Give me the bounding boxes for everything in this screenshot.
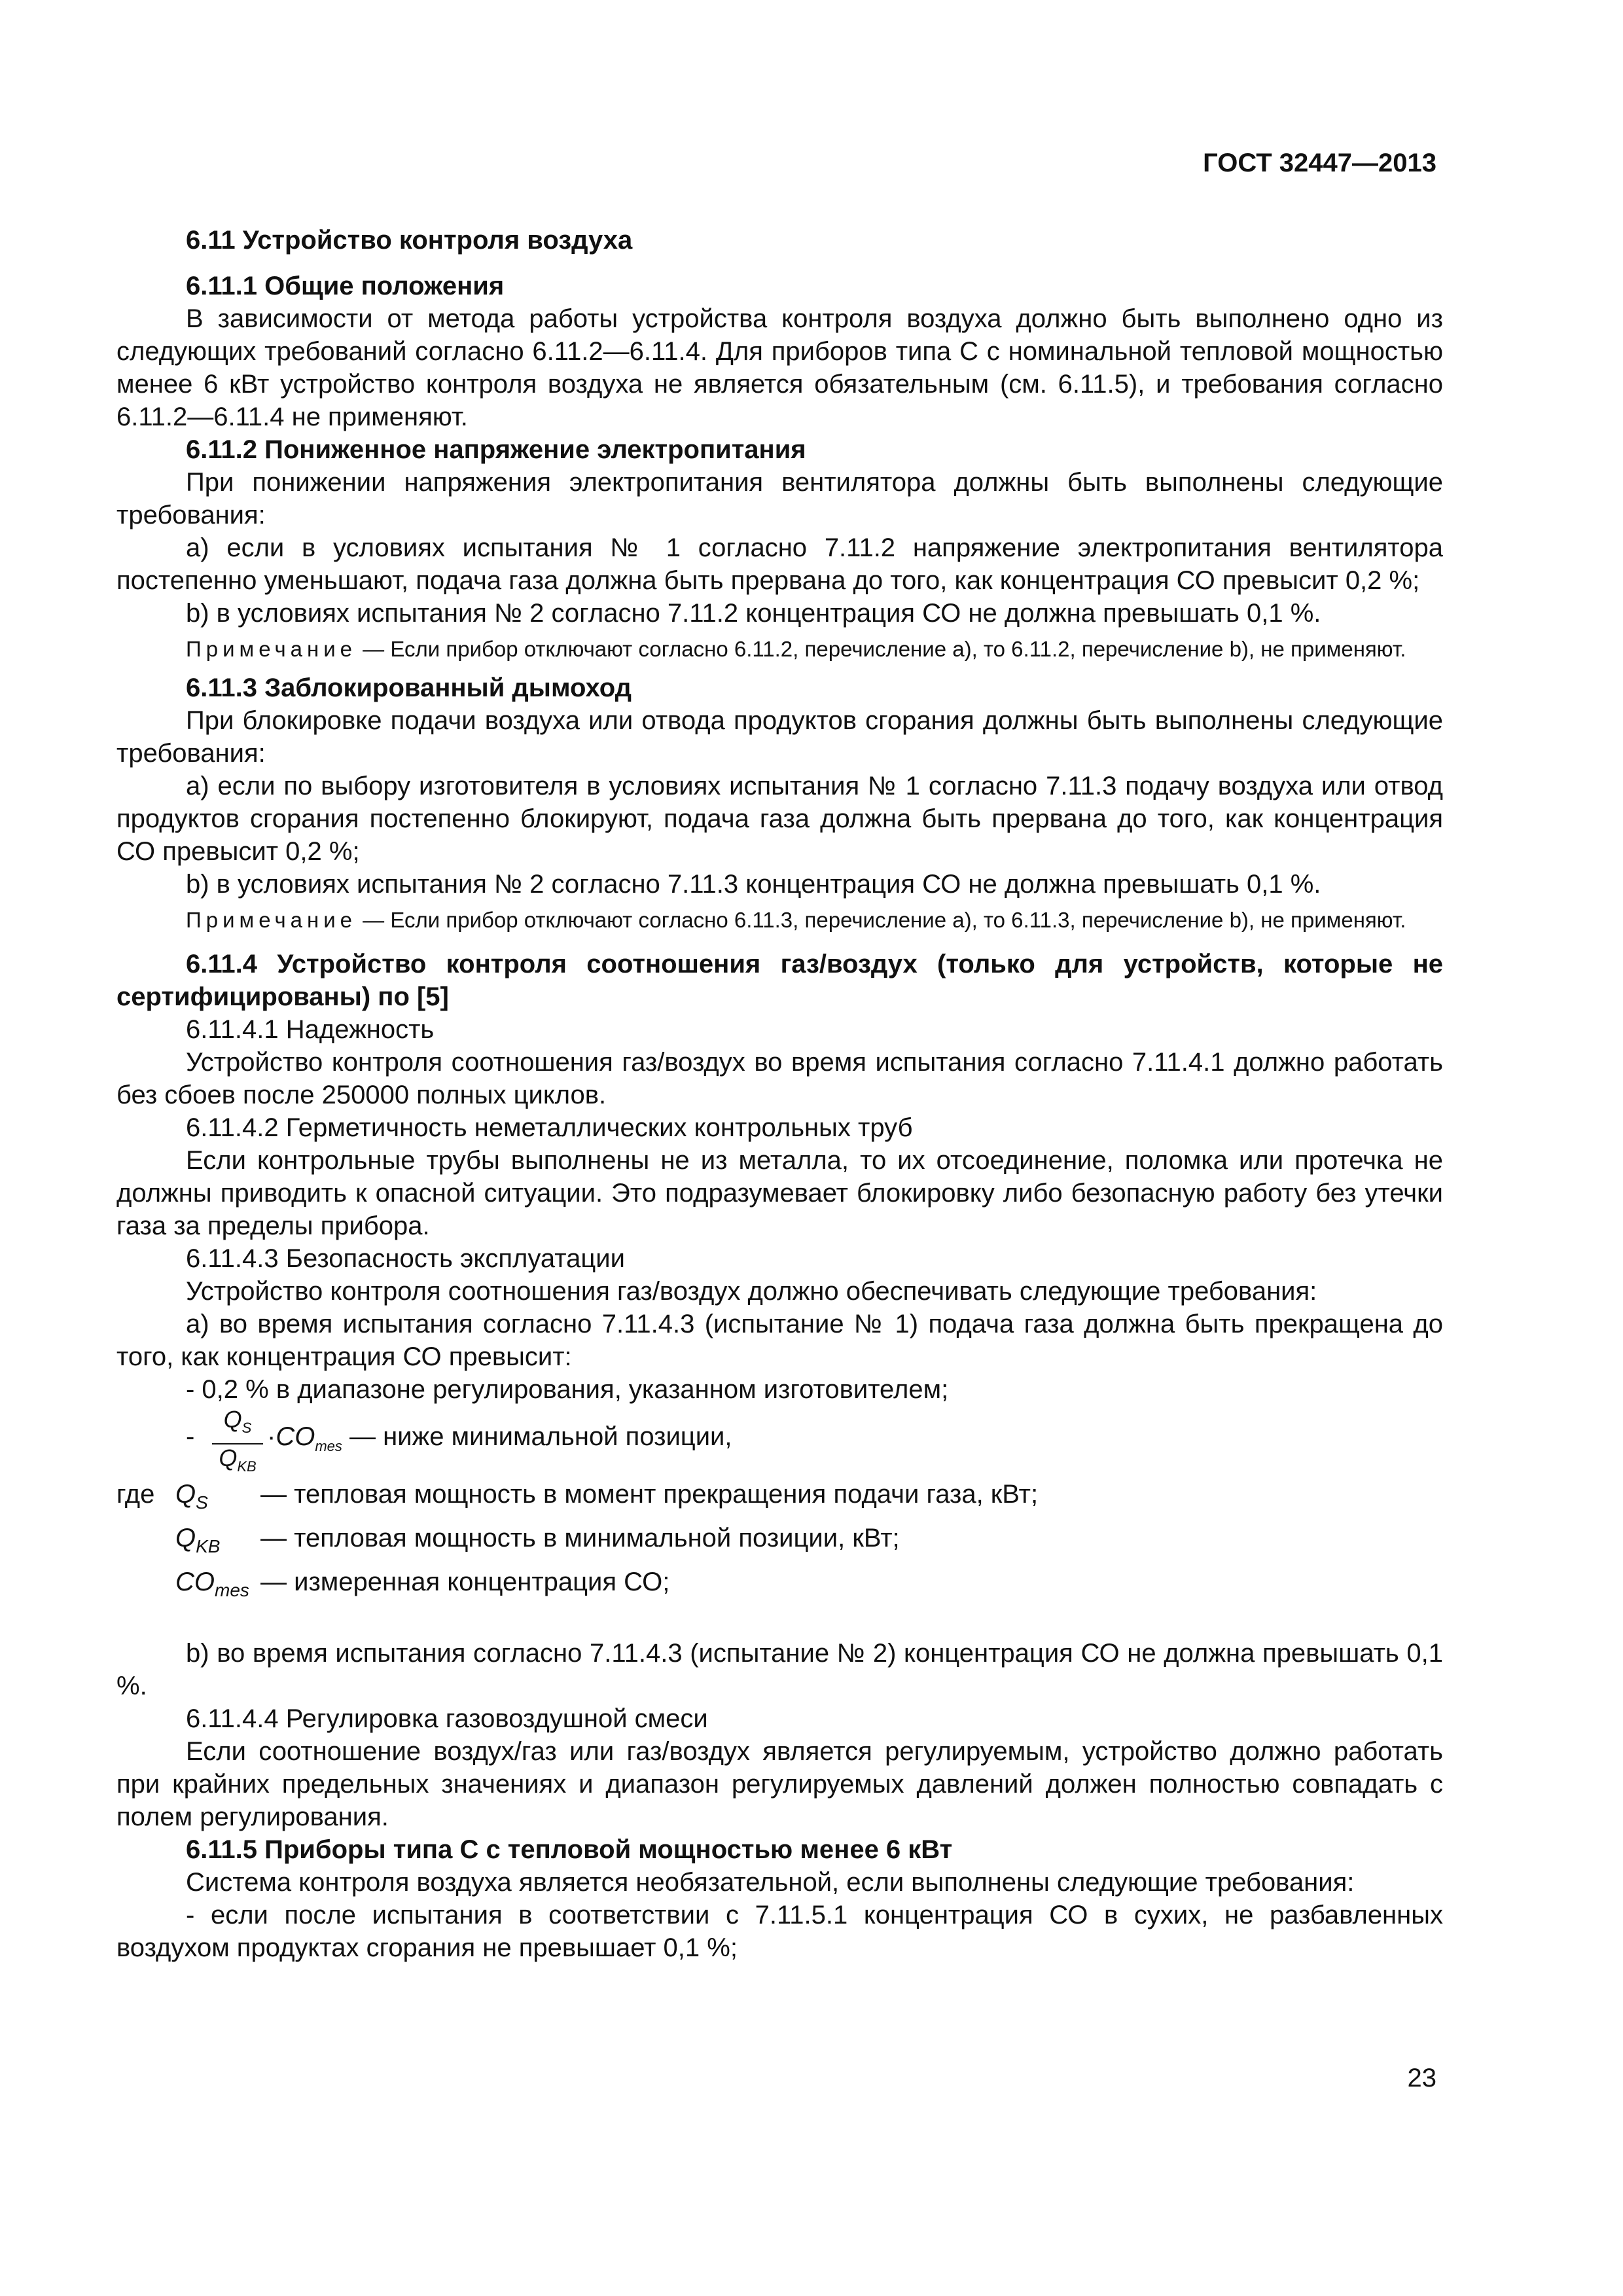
section-6-11-4-2-paragraph: Если контрольные трубы выполнены не из металла, то их отсоединение, поломка или протечка не должны приводить к опасной ситуации. Это подразумевает блокировку либо безопасную работу без утечки газа за пределы прибора. — [116, 1146, 1443, 1240]
formula-line — [186, 1406, 1443, 1475]
definition-text: — измеренная концентрация СО; — [260, 1568, 670, 1596]
section-6-11-4-2-title: 6.11.4.2 Герметичность неметаллических контрольных труб — [186, 1113, 913, 1142]
section-6-11-4-3-item-b: b) во время испытания согласно 7.11.4.3 (испытание № 2) концентрация СО не должна превышать 0,1 %. — [116, 1639, 1443, 1700]
denominator-subscript: KB — [237, 1458, 257, 1475]
section-6-11-5-title: 6.11.5 Приборы типа С с тепловой мощностью менее 6 кВт — [186, 1835, 953, 1864]
co-symbol — [276, 1422, 342, 1454]
section-6-11-3-note — [116, 906, 1443, 935]
definition-lead — [116, 1520, 175, 1564]
definition-row — [116, 1520, 1038, 1564]
section-6-11-5-paragraph: Система контроля воздуха является необязательной, если выполнены следующие требования: — [186, 1868, 1355, 1897]
symbol-text: Q — [175, 1480, 196, 1509]
fraction-denominator — [212, 1444, 263, 1480]
symbol-subscript: KB — [196, 1536, 221, 1556]
note-text: — Если прибор отключают согласно 6.11.2, перечисление а), то 6.11.2, перечисление b), не применяют. — [357, 637, 1406, 661]
section-6-11-2-item-a: а) если в условиях испытания № 1 согласно 7.11.2 напряжение электропитания вентилятора постепенно уменьшают, подача газа должна быть прервана до того, как концентрация СО превысит 0,2 %; — [116, 533, 1443, 595]
section-6-11-3-title: 6.11.3 Заблокированный дымоход — [186, 673, 632, 702]
co-subscript: mes — [315, 1438, 342, 1454]
definition-row — [116, 1564, 1038, 1608]
formula-rest — [267, 1420, 732, 1463]
section-6-11-2-paragraph: При понижении напряжения электропитания вентилятора должны быть выполнены следующие требования: — [116, 468, 1443, 529]
section-6-11-3-item-a: а) если по выбору изготовителя в условиях испытания № 1 согласно 7.11.3 подачу воздуха или отвод продуктов сгорания постепенно блокируют, подача газа должна быть прервана до того, как концентрация СО превысит 0,2 %; — [116, 772, 1443, 866]
section-6-11-4-3-paragraph: Устройство контроля соотношения газ/воздух должно обеспечивать следующие требования: — [186, 1277, 1317, 1306]
section-6-11-4-1-title: 6.11.4.1 Надежность — [186, 1015, 435, 1044]
numerator-symbol: Q — [223, 1406, 242, 1433]
definition-symbol — [175, 1477, 260, 1520]
section-6-11-4-4-paragraph: Если соотношение воздух/газ или газ/воздух является регулируемым, устройство должно работать при крайних предельных значениях и диапазон регулируемых давлений должен полностью совпадать с полем регулирования. — [116, 1737, 1443, 1831]
section-6-11-2-item-b: b) в условиях испытания № 2 согласно 7.11.2 концентрация СО не должна превышать 0,1 %. — [186, 599, 1321, 628]
symbol-text: Q — [175, 1524, 196, 1552]
note-label: Примечание — [186, 908, 357, 932]
definitions-table — [116, 1477, 1038, 1608]
formula-fraction — [212, 1406, 263, 1480]
definition-row — [116, 1477, 1038, 1520]
section-6-11-1-title: 6.11.1 Общие положения — [186, 272, 505, 300]
note-label: Примечание — [186, 637, 357, 661]
denominator-symbol: Q — [219, 1444, 238, 1472]
section-6-11-4-3-title: 6.11.4.3 Безопасность эксплуатации — [186, 1244, 625, 1273]
standard-code-header: ГОСТ 32447—2013 — [1203, 149, 1436, 177]
co-text: CO — [276, 1422, 315, 1451]
formula-dash: - — [186, 1422, 195, 1451]
section-6-11-5-dash-1: - если после испытания в соответствии с 7.11.5.1 концентрация СО в сухих, не разбавленных воздухом продуктах сгорания не превышает 0,1 %; — [116, 1901, 1443, 1962]
definition-text: — тепловая мощность в минимальной позиции, кВт; — [260, 1524, 900, 1552]
document-body — [116, 224, 1443, 1964]
symbol-subscript: S — [196, 1492, 208, 1513]
symbol-subscript: mes — [215, 1580, 249, 1600]
section-6-11-2-note — [116, 635, 1443, 664]
section-6-11-3-item-b: b) в условиях испытания № 2 согласно 7.11.3 концентрация СО не должна превышать 0,1 %. — [186, 870, 1321, 899]
page-number: 23 — [1407, 2064, 1436, 2092]
section-6-11-4-3-dash-1: - 0,2 % в диапазоне регулирования, указанном изготовителем; — [186, 1375, 949, 1404]
definition-symbol — [175, 1520, 260, 1564]
section-6-11-2-title: 6.11.2 Пониженное напряжение электропитания — [186, 435, 806, 464]
section-6-11-4-3-item-a: а) во время испытания согласно 7.11.4.3 (испытание № 1) подача газа должна быть прекращена до того, как концентрация СО превысит: — [116, 1310, 1443, 1371]
definition-text: — тепловая мощность в момент прекращения подачи газа, кВт; — [260, 1480, 1039, 1509]
section-6-11-title: 6.11 Устройство контроля воздуха — [186, 226, 633, 255]
symbol-text: CO — [175, 1568, 215, 1596]
formula-text: — ниже минимальной позиции, — [342, 1422, 732, 1451]
fraction-numerator — [212, 1406, 263, 1444]
definition-lead — [116, 1564, 175, 1608]
section-6-11-3-paragraph: При блокировке подачи воздуха или отвода продуктов сгорания должны быть выполнены следующие требования: — [116, 706, 1443, 768]
definition-symbol — [175, 1564, 260, 1608]
section-6-11-4-title: 6.11.4 Устройство контроля соотношения газ/воздух (только для устройств, которые не сертифицированы) по [5] — [116, 950, 1443, 1011]
numerator-subscript: S — [241, 1420, 252, 1437]
note-text: — Если прибор отключают согласно 6.11.3, перечисление а), то 6.11.3, перечисление b), не применяют. — [357, 908, 1406, 932]
definition-lead: где — [116, 1480, 155, 1509]
section-6-11-4-1-paragraph: Устройство контроля соотношения газ/воздух во время испытания согласно 7.11.4.1 должно работать без сбоев после 250000 полных циклов. — [116, 1048, 1443, 1109]
section-6-11-1-paragraph: В зависимости от метода работы устройства контроля воздуха должно быть выполнено одно из следующих требований согласно 6.11.2—6.11.4. Для приборов типа С с номинальной тепловой мощностью менее 6 кВт устройство контроля воздуха не является обязательным (см. 6.11.5), и требования согласно 6.11.2—6.11.4 не применяют. — [116, 304, 1443, 431]
multiply-sign: · — [267, 1422, 276, 1451]
section-6-11-4-4-title: 6.11.4.4 Регулировка газовоздушной смеси — [186, 1704, 708, 1733]
